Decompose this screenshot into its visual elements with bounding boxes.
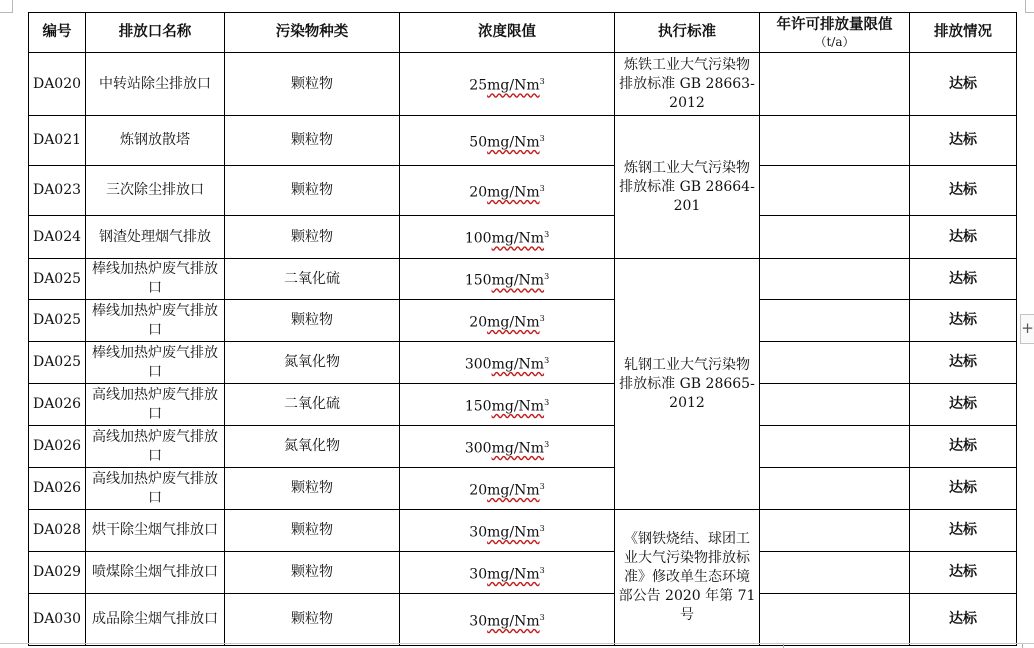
- cell-code: DA026: [29, 468, 86, 510]
- cell-outlet: 高线加热炉废气排放口: [86, 468, 225, 510]
- cell-standard: 炼钢工业大气污染物排放标准 GB 28664-201: [615, 116, 760, 259]
- page-bottom-mark: [1022, 644, 1033, 648]
- conc-unit: mg/Nm: [487, 613, 540, 630]
- conc-unit: mg/Nm: [491, 230, 545, 247]
- cell-annual-limit: [760, 166, 910, 216]
- conc-unit-sup: 3: [544, 439, 550, 449]
- cell-pollutant: 颗粒物: [225, 594, 400, 646]
- conc-unit-sup: 3: [539, 133, 545, 143]
- cell-concentration: [400, 342, 615, 384]
- conc-unit: mg/Nm: [487, 524, 540, 541]
- conc-value: 20: [469, 314, 488, 331]
- table-row: [29, 342, 1017, 384]
- conc-unit: mg/Nm: [487, 77, 540, 94]
- cell-pollutant: 颗粒物: [225, 510, 400, 552]
- cell-standard: 《钢铁烧结、球团工业大气污染物排放标准》修改单生态环境部公告 2020 年第 71 号: [615, 510, 760, 646]
- cell-concentration: [400, 426, 615, 468]
- cell-status: 达标: [910, 426, 1017, 468]
- cell-status: 达标: [910, 116, 1017, 166]
- header-standard: 执行标准: [615, 13, 760, 53]
- table-row: [29, 53, 1017, 116]
- conc-value: 150: [464, 272, 492, 289]
- conc-unit-sup: 3: [539, 481, 545, 491]
- page-corner-mark: [0, 0, 13, 13]
- conc-unit: mg/Nm: [487, 566, 540, 583]
- table-row: [29, 384, 1017, 426]
- cell-concentration: [400, 594, 615, 646]
- cell-code: DA025: [29, 342, 86, 384]
- table-row: [29, 259, 1017, 300]
- table-row: [29, 468, 1017, 510]
- cell-pollutant: 颗粒物: [225, 468, 400, 510]
- header-concentration: 浓度限值: [400, 13, 615, 53]
- cell-annual-limit: [760, 53, 910, 116]
- cell-pollutant: 颗粒物: [225, 116, 400, 166]
- cell-outlet: 三次除尘排放口: [86, 166, 225, 216]
- cell-pollutant: 氮氧化物: [225, 342, 400, 384]
- cell-outlet: 喷煤除尘烟气排放口: [86, 552, 225, 594]
- cell-code: DA029: [29, 552, 86, 594]
- cell-annual-limit: [760, 468, 910, 510]
- cell-status: 达标: [910, 53, 1017, 116]
- header-outlet: 排放口名称: [86, 13, 225, 53]
- cell-status: 达标: [910, 510, 1017, 552]
- cell-outlet: 中转站除尘排放口: [86, 53, 225, 116]
- cell-annual-limit: [760, 594, 910, 646]
- header-annual-limit-label: 年许可排放量限值: [776, 17, 893, 33]
- header-status: 排放情况: [910, 13, 1017, 53]
- cell-concentration: [400, 216, 615, 259]
- table-row: [29, 510, 1017, 552]
- cell-code: DA024: [29, 216, 86, 259]
- conc-unit: mg/Nm: [491, 398, 545, 415]
- page-bottom-edge: [0, 643, 1034, 644]
- cell-outlet: 高线加热炉废气排放口: [86, 384, 225, 426]
- cell-concentration: [400, 552, 615, 594]
- cell-code: DA026: [29, 384, 86, 426]
- table-row: [29, 426, 1017, 468]
- conc-unit: mg/Nm: [487, 134, 540, 151]
- conc-unit-sup: 3: [539, 313, 545, 323]
- cell-concentration: [400, 166, 615, 216]
- cell-pollutant: 氮氧化物: [225, 426, 400, 468]
- conc-unit: mg/Nm: [487, 482, 540, 499]
- header-code: 编号: [29, 13, 86, 53]
- emission-table: [28, 12, 1017, 646]
- conc-value: 30: [469, 566, 488, 583]
- cell-code: DA023: [29, 166, 86, 216]
- cell-code: DA030: [29, 594, 86, 646]
- cell-status: 达标: [910, 384, 1017, 426]
- conc-unit: mg/Nm: [491, 440, 545, 457]
- cell-annual-limit: [760, 384, 910, 426]
- cell-code: DA020: [29, 53, 86, 116]
- table-row: [29, 594, 1017, 646]
- cell-status: 达标: [910, 468, 1017, 510]
- cell-code: DA025: [29, 259, 86, 300]
- table-row: [29, 116, 1017, 166]
- table-row: [29, 166, 1017, 216]
- cell-pollutant: 二氧化硫: [225, 259, 400, 300]
- cell-pollutant: 二氧化硫: [225, 384, 400, 426]
- cell-code: DA025: [29, 300, 86, 342]
- add-column-button[interactable]: +: [1020, 314, 1034, 344]
- cell-status: 达标: [910, 259, 1017, 300]
- header-annual-unit: （t/a）: [814, 35, 855, 49]
- cell-status: 达标: [910, 216, 1017, 259]
- cell-pollutant: 颗粒物: [225, 216, 400, 259]
- cell-concentration: [400, 468, 615, 510]
- cell-pollutant: 颗粒物: [225, 53, 400, 116]
- cell-outlet: 成品除尘烟气排放口: [86, 594, 225, 646]
- conc-unit-sup: 3: [544, 230, 550, 240]
- cell-status: 达标: [910, 594, 1017, 646]
- cell-pollutant: 颗粒物: [225, 552, 400, 594]
- cell-pollutant: 颗粒物: [225, 300, 400, 342]
- conc-unit: mg/Nm: [491, 272, 545, 289]
- cell-annual-limit: [760, 216, 910, 259]
- cell-concentration: [400, 53, 615, 116]
- conc-unit-sup: 3: [539, 565, 545, 575]
- conc-value: 300: [464, 356, 492, 373]
- cell-outlet: 棒线加热炉废气排放口: [86, 300, 225, 342]
- conc-value: 30: [469, 524, 488, 541]
- cell-status: 达标: [910, 300, 1017, 342]
- header-pollutant: 污染物种类: [225, 13, 400, 53]
- conc-unit: mg/Nm: [491, 356, 545, 373]
- conc-value: 30: [469, 613, 488, 630]
- cell-code: DA026: [29, 426, 86, 468]
- conc-unit-sup: 3: [544, 272, 550, 282]
- header-annual-limit: [760, 13, 910, 53]
- cell-outlet: 炼钢放散塔: [86, 116, 225, 166]
- cell-annual-limit: [760, 552, 910, 594]
- page-corner-mark-right: [1025, 0, 1034, 13]
- header-row: [29, 13, 1017, 53]
- conc-unit-sup: 3: [544, 397, 550, 407]
- table-row: [29, 300, 1017, 342]
- conc-value: 20: [469, 184, 488, 201]
- conc-value: 100: [464, 230, 492, 247]
- cell-annual-limit: [760, 342, 910, 384]
- cell-annual-limit: [760, 259, 910, 300]
- conc-unit-sup: 3: [539, 612, 545, 622]
- conc-unit: mg/Nm: [487, 314, 540, 331]
- cell-annual-limit: [760, 426, 910, 468]
- conc-unit-sup: 3: [539, 523, 545, 533]
- cell-outlet: 棒线加热炉废气排放口: [86, 259, 225, 300]
- conc-value: 20: [469, 482, 488, 499]
- cell-concentration: [400, 384, 615, 426]
- cell-annual-limit: [760, 510, 910, 552]
- cell-concentration: [400, 259, 615, 300]
- conc-value: 25: [469, 77, 488, 94]
- cell-outlet: 烘干除尘烟气排放口: [86, 510, 225, 552]
- cell-concentration: [400, 116, 615, 166]
- cell-standard: 轧钢工业大气污染物排放标准 GB 28665-2012: [615, 259, 760, 510]
- cell-standard: 炼铁工业大气污染物排放标准 GB 28663-2012: [615, 53, 760, 116]
- cell-code: DA028: [29, 510, 86, 552]
- cell-annual-limit: [760, 300, 910, 342]
- cell-status: 达标: [910, 342, 1017, 384]
- conc-unit: mg/Nm: [487, 184, 540, 201]
- cell-code: DA021: [29, 116, 86, 166]
- cell-annual-limit: [760, 116, 910, 166]
- cell-concentration: [400, 300, 615, 342]
- cell-outlet: 棒线加热炉废气排放口: [86, 342, 225, 384]
- conc-value: 50: [469, 134, 488, 151]
- cell-concentration: [400, 510, 615, 552]
- conc-value: 150: [464, 398, 492, 415]
- table-row: [29, 216, 1017, 259]
- cell-outlet: 钢渣处理烟气排放: [86, 216, 225, 259]
- conc-unit-sup: 3: [544, 355, 550, 365]
- cell-outlet: 高线加热炉废气排放口: [86, 426, 225, 468]
- conc-value: 300: [464, 440, 492, 457]
- conc-unit-sup: 3: [539, 77, 545, 87]
- cell-pollutant: 颗粒物: [225, 166, 400, 216]
- table-body: [29, 53, 1017, 646]
- table-row: [29, 552, 1017, 594]
- conc-unit-sup: 3: [539, 183, 545, 193]
- cell-status: 达标: [910, 552, 1017, 594]
- page-bottom-mark: [783, 644, 794, 648]
- cell-status: 达标: [910, 166, 1017, 216]
